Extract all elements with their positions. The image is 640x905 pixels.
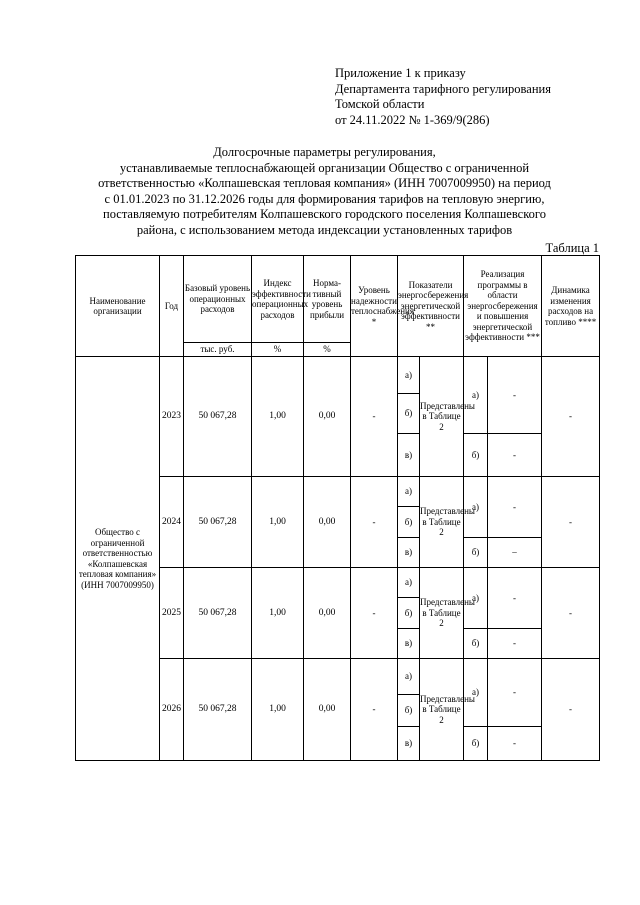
unit-index: %	[252, 343, 304, 357]
title-line: района, с использованием метода индексации установленных тарифов	[136, 222, 513, 237]
header-index: Индекс эффективности операционных расходов	[252, 256, 304, 343]
program-a: а)	[464, 568, 488, 629]
reliability-cell: -	[351, 659, 398, 761]
program-b: б)	[464, 538, 488, 568]
norm-cell: 0,00	[304, 477, 351, 568]
base-cell: 50 067,28	[184, 568, 252, 659]
energy-a: а)	[398, 659, 420, 695]
unit-base: тыс. руб.	[184, 343, 252, 357]
base-cell: 50 067,28	[184, 357, 252, 477]
table-label: Таблица 1	[545, 241, 599, 255]
year-cell: 2026	[160, 659, 184, 761]
header-base: Базовый уровень операционных расходов	[184, 256, 252, 343]
program-b-value: -	[488, 629, 542, 659]
index-cell: 1,00	[252, 659, 304, 761]
header-line: Томской области	[335, 97, 425, 111]
energy-text: Представлены в Таблице 2	[420, 659, 464, 761]
program-a-value: -	[488, 659, 542, 727]
program-b-value: -	[488, 434, 542, 477]
header-block	[335, 66, 625, 128]
header-program: Реализация программы в области энергосбережения и повышения энергетической эффективности ***	[464, 256, 542, 357]
year-cell: 2024	[160, 477, 184, 568]
title-line: с 01.01.2023 по 31.12.2026 годы для формирования тарифов на тепловую энергию,	[104, 191, 545, 206]
header-line: от 24.11.2022 № 1-369/9(286)	[335, 112, 490, 127]
reliability-cell: -	[351, 568, 398, 659]
table-row	[76, 357, 600, 394]
program-b: б)	[464, 727, 488, 761]
document-title	[72, 145, 577, 239]
program-b-value: –	[488, 538, 542, 568]
parameters-table	[75, 255, 600, 761]
energy-b: б)	[398, 394, 420, 434]
org-name: Общество с ограниченной ответственностью «Колпашевская тепловая компания» (ИНН 7007009950)	[76, 357, 160, 761]
header-fuel: Динамика изменения расходов на топливо ****	[542, 256, 600, 357]
title-line: поставляемую потребителям Колпашевского городского поселения Колпашевского	[103, 207, 546, 222]
reliability-cell: -	[351, 357, 398, 477]
energy-c: в)	[398, 629, 420, 659]
energy-text: Представлены в Таблице 2	[420, 568, 464, 659]
index-cell: 1,00	[252, 568, 304, 659]
energy-a: а)	[398, 568, 420, 598]
header-reliability: Уровень надежности теплоснабжения *	[351, 256, 398, 357]
header-norm: Норма-тивный уровень прибыли	[304, 256, 351, 343]
header-line: Департамента тарифного регулирования	[335, 81, 551, 96]
energy-c: в)	[398, 727, 420, 761]
energy-b: б)	[398, 695, 420, 727]
energy-c: в)	[398, 538, 420, 568]
title-line: устанавливаемые теплоснабжающей организации Общество с ограниченной	[119, 160, 530, 175]
base-cell: 50 067,28	[184, 659, 252, 761]
program-a: а)	[464, 659, 488, 727]
energy-a: а)	[398, 477, 420, 507]
index-cell: 1,00	[252, 357, 304, 477]
title-line: ответственностью «Колпашевская тепловая компания» (ИНН 7007009950) на период	[98, 176, 551, 191]
program-b: б)	[464, 629, 488, 659]
energy-b: б)	[398, 507, 420, 538]
base-cell: 50 067,28	[184, 477, 252, 568]
reliability-cell: -	[351, 477, 398, 568]
unit-norm: %	[304, 343, 351, 357]
program-a: а)	[464, 357, 488, 434]
norm-cell: 0,00	[304, 357, 351, 477]
fuel-cell: -	[542, 659, 600, 761]
norm-cell: 0,00	[304, 659, 351, 761]
energy-text: Представлены в Таблице 2	[420, 477, 464, 568]
fuel-cell: -	[542, 477, 600, 568]
energy-text: Представлены в Таблице 2	[420, 357, 464, 477]
title-line: Долгосрочные параметры регулирования,	[213, 145, 436, 159]
norm-cell: 0,00	[304, 568, 351, 659]
fuel-cell: -	[542, 568, 600, 659]
index-cell: 1,00	[252, 477, 304, 568]
header-org: Наименование организации	[76, 256, 160, 357]
program-b: б)	[464, 434, 488, 477]
energy-b: б)	[398, 598, 420, 629]
program-a: а)	[464, 477, 488, 538]
program-a-value: -	[488, 357, 542, 434]
energy-c: в)	[398, 434, 420, 477]
header-line: Приложение 1 к приказу	[335, 66, 466, 80]
program-b-value: -	[488, 727, 542, 761]
program-a-value: -	[488, 477, 542, 538]
year-cell: 2025	[160, 568, 184, 659]
fuel-cell: -	[542, 357, 600, 477]
header-energy: Показатели энергосбережения энергетической эффективности **	[398, 256, 464, 357]
program-a-value: -	[488, 568, 542, 629]
header-year: Год	[160, 256, 184, 357]
energy-a: а)	[398, 357, 420, 394]
year-cell: 2023	[160, 357, 184, 477]
